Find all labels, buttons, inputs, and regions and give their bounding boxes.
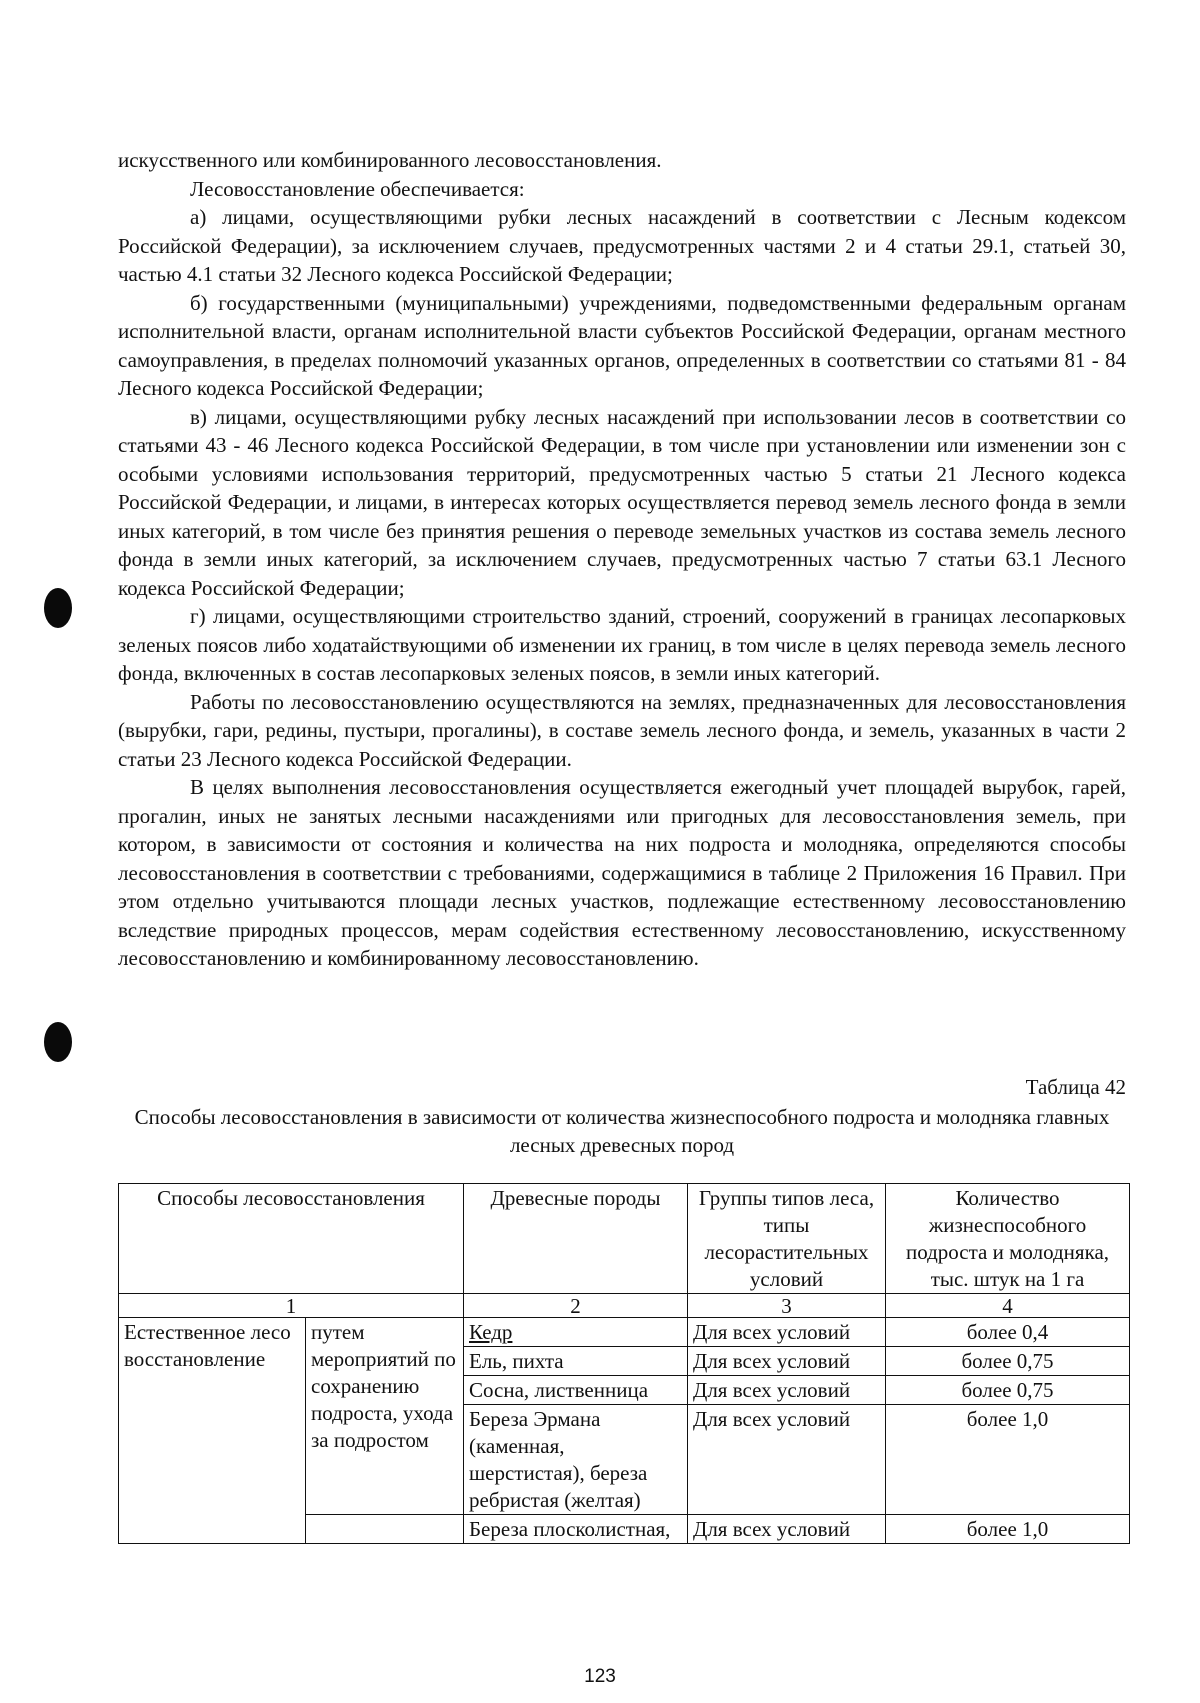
- species-cell: Ель, пихта: [464, 1347, 688, 1376]
- paragraph: Работы по лесовосстановлению осуществляются на землях, предназначенных для лесовосстановления (вырубки, гари, редины, пустыри, прогалины), в составе земель лесного фонда, и земель, указанных в части 2 статьи 23 Лесного кодекса Российской Федерации.: [118, 689, 1126, 771]
- group-cell: Для всех условий: [688, 1405, 886, 1515]
- method-cell: Естественное лесовосстановление: [119, 1318, 306, 1544]
- species-cell: Кедр: [464, 1318, 688, 1347]
- paragraph: г) лицами, осуществляющими строительство зданий, строений, сооружений в границах лесопарковых зеленых поясов либо ходатайствующими об изменении их границ, в том числе в целях перевода земель лесного фонда, включенных в состав лесопарковых зеленых поясов, в земли иных категорий.: [118, 604, 1126, 685]
- group-cell: Для всех условий: [688, 1515, 886, 1544]
- table-number: Таблица 42: [1025, 1075, 1126, 1099]
- group-cell: Для всех условий: [688, 1376, 886, 1405]
- group-cell: Для всех условий: [688, 1318, 886, 1347]
- paragraph: искусственного или комбинированного лесовосстановления.: [118, 148, 662, 172]
- table-title: Способы лесовосстановления в зависимости от количества жизнеспособного подроста и молодняка главных лесных древесных пород: [134, 1105, 1110, 1157]
- amount-cell: более 1,0: [886, 1515, 1130, 1544]
- species-cell: Сосна, лиственница: [464, 1376, 688, 1405]
- paragraph: в) лицами, осуществляющими рубку лесных насаждений при использовании лесов в соответствии со статьями 43 - 46 Лесного кодекса Российской Федерации, в том числе при установлении или изменении зон с особыми условиями использования территорий, предусмотренных частью 5 статьи 21 Лесного кодекса Российской Федерации, и лицами, в интересах которых осуществляется перевод земель лесного фонда в земли иных категорий, в том числе без принятия решения о переводе земельных участков из состава земель лесного фонда в земли иных категорий, за исключением случаев, предусмотренных частью 7 статьи 63.1 Лесного кодекса Российской Федерации;: [118, 404, 1126, 600]
- species-cell: Береза Эрмана (каменная, шерстистая), береза ребристая (желтая): [464, 1405, 688, 1515]
- header-amount: Количество жизнеспособного подроста и молодняка, тыс. штук на 1 га: [886, 1184, 1130, 1294]
- group-cell: Для всех условий: [688, 1347, 886, 1376]
- amount-cell: более 0,4: [886, 1318, 1130, 1347]
- column-number-row: [119, 1294, 1130, 1318]
- column-number: 1: [119, 1294, 464, 1318]
- column-number: 2: [464, 1294, 688, 1318]
- paragraph: Лесовосстановление обеспечивается:: [190, 176, 525, 201]
- header-methods: Способы лесовосстановления: [119, 1184, 464, 1294]
- submethod-cell: путем мероприятий по сохранению подроста, ухода за подростом: [306, 1318, 464, 1515]
- page-number: 123: [584, 1666, 616, 1687]
- table-header-row: [119, 1184, 1130, 1294]
- amount-cell: более 0,75: [886, 1347, 1130, 1376]
- punch-hole-mark: [44, 1022, 72, 1062]
- paragraph: В целях выполнения лесовосстановления осуществляется ежегодный учет площадей вырубок, гарей, прогалин, иных не занятых лесными насаждениями или пригодных для лесовосстановления земель, при котором, в зависимости от состояния и количества на них подроста и молодняка, определяются способы лесовосстановления в соответствии с требованиями, содержащимися в таблице 2 Приложения 16 Правил. При этом отдельно учитываются площади лесных участков, подлежащие естественному лесовосстановлению вследствие природных процессов, мерам содействия естественному лесовосстановлению, искусственному лесовосстановлению и комбинированному лесовосстановлению.: [118, 775, 1126, 970]
- body-text: [118, 146, 1126, 973]
- table-row: [119, 1318, 1130, 1347]
- punch-hole-mark: [44, 588, 72, 628]
- species-cell: Береза плосколистная,: [464, 1515, 688, 1544]
- header-groups: Группы типов леса, типы лесорастительных условий: [688, 1184, 886, 1294]
- column-number: 3: [688, 1294, 886, 1318]
- reforestation-table: [118, 1183, 1130, 1544]
- paragraph: а) лицами, осуществляющими рубки лесных насаждений в соответствии с Лесным кодексом Российской Федерации), за исключением случаев, предусмотренных частями 2 и 4 статьи 29.1, статьей 30, частью 4.1 статьи 32 Лесного кодекса Российской Федерации;: [118, 205, 1126, 286]
- column-number: 4: [886, 1294, 1130, 1318]
- submethod-cell-empty: [306, 1515, 464, 1544]
- header-species: Древесные породы: [464, 1184, 688, 1294]
- amount-cell: более 1,0: [886, 1405, 1130, 1515]
- amount-cell: более 0,75: [886, 1376, 1130, 1405]
- paragraph: б) государственными (муниципальными) учреждениями, подведомственными федеральным органам исполнительной власти, органам исполнительной власти субъектов Российской Федерации, органам местного самоуправления, в пределах полномочий указанных органов, определенных в соответствии со статьями 81 - 84 Лесного кодекса Российской Федерации;: [118, 290, 1126, 400]
